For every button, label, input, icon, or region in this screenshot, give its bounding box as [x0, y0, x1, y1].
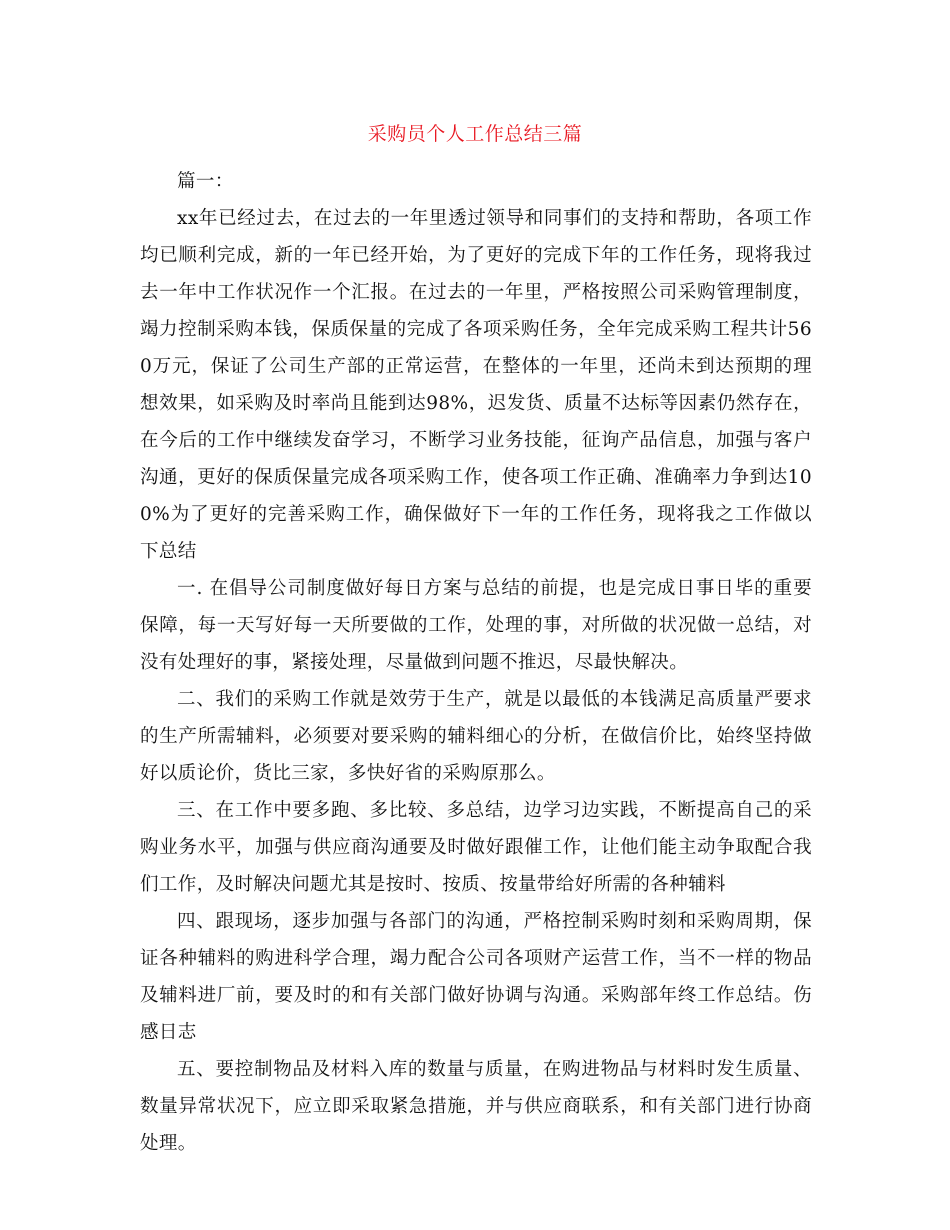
document-body: [140, 163, 812, 1162]
section-label: 篇一：: [177, 171, 234, 192]
paragraph-point-5: 五、要控制物品及材料入库的数量与质量，在购进物品与材料时发生质量、数量异常状况下，应立即采取紧急措施，并与供应商联系，和有关部门进行协商处理。: [140, 1059, 812, 1154]
paragraph-point-4: 四、跟现场，逐步加强与各部门的沟通，严格控制采购时刻和采购周期，保证各种辅料的购进科学合理，竭力配合公司各项财产运营工作，当不一样的物品及辅料进厂前，要及时的和有关部门做好协调与沟通。采购部年终工作总结。伤感日志: [140, 911, 812, 1043]
paragraph-point-3: 三、在工作中要多跑、多比较、多总结，边学习边实践，不断提高自己的采购业务水平，加强与供应商沟通要及时做好跟催工作，让他们能主动争取配合我们工作，及时解决问题尤其是按时、按质、按量带给好所需的各种辅料: [140, 800, 812, 895]
paragraph-point-2: 二、我们的采购工作就是效劳于生产，就是以最低的本钱满足高质量严要求的生产所需辅料，必须要对要采购的辅料细心的分析，在做信价比，始终坚持做好以质论价，货比三家，多快好省的采购原那么。: [140, 689, 812, 784]
paragraph-intro: xx年已经过去，在过去的一年里透过领导和同事们的支持和帮助，各项工作均已顺利完成，新的一年已经开始，为了更好的完成下年的工作任务，现将我过去一年中工作状况作一个汇报。在过去的一年里，严格按照公司采购管理制度，竭力控制采购本钱，保质保量的完成了各项采购任务，全年完成采购工程共计560万元，保证了公司生产部的正常运营，在整体的一年里，还尚未到达预期的理想效果，如采购及时率尚且能到达98%，迟发货、质量不达标等因素仍然存在，在今后的工作中继续发奋学习，不断学习业务技能，征询产品信息，加强与客户沟通，更好的保质保量完成各项采购工作，使各项工作正确、准确率力争到达100%为了更好的完善采购工作，确保做好下一年的工作任务，现将我之工作做以下总结: [140, 208, 812, 562]
document-title: 采购员个人工作总结三篇: [367, 123, 583, 145]
paragraph-point-1: 一. 在倡导公司制度做好每日方案与总结的前提，也是完成日事日毕的重要保障，每一天写好每一天所要做的工作，处理的事，对所做的状况做一总结，对没有处理好的事，紧接处理，尽量做到问题不推迟，尽最快解决。: [140, 578, 812, 673]
